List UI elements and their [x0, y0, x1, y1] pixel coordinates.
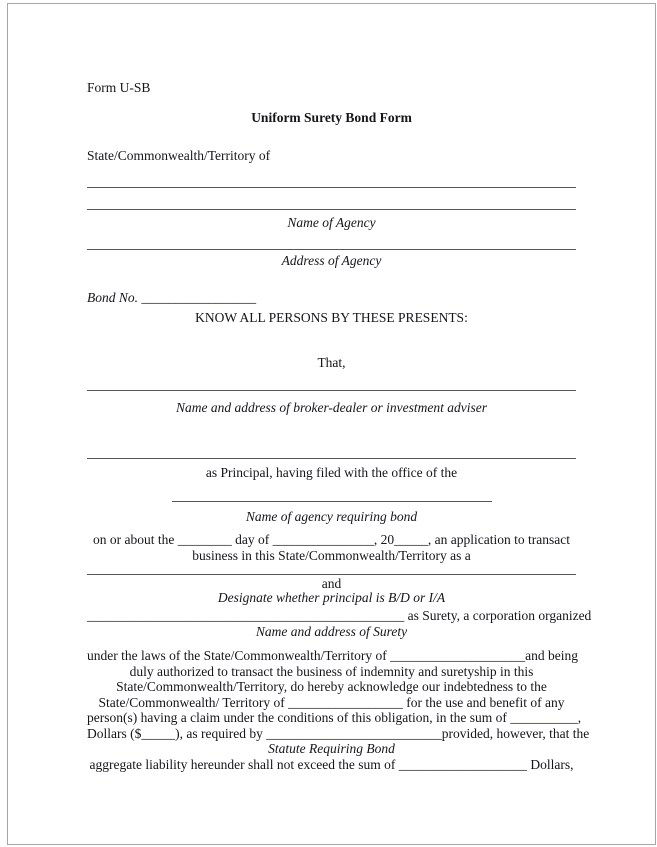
- and-line: and: [321, 576, 342, 591]
- state-territory-label: State/Commonwealth/Territory of: [87, 148, 271, 163]
- paragraph-line: aggregate liability hereunder shall not exceed the sum of ___________________ Dollars,: [89, 756, 574, 772]
- paragraph-line: State/Commonwealth/ Territory of _________________ for the use and benefit of any: [98, 694, 565, 710]
- form-number: Form U-SB: [87, 80, 151, 95]
- statute-caption: Statute Requiring Bond: [268, 741, 395, 756]
- paragraph-line: person(s) having a claim under the conditions of this obligation, in the sum of __________,: [87, 710, 582, 725]
- document-page: [7, 3, 656, 845]
- blank-line-designation: [87, 574, 576, 575]
- bond-number-blank: _________________: [138, 290, 257, 305]
- blank-line-principal: [87, 458, 576, 459]
- agency-name-caption: Name of Agency: [287, 215, 376, 230]
- that-line: That,: [317, 355, 346, 370]
- blank-line-broker: [87, 390, 576, 391]
- blank-line-state: [87, 187, 576, 188]
- agency-address-caption: Address of Agency: [281, 253, 382, 268]
- blank-line-agency-address: [87, 249, 576, 250]
- as-principal-line: as Principal, having filed with the office of the: [205, 465, 458, 480]
- paragraph-line: State/Commonwealth/Territory, do hereby acknowledge our indebtedness to the: [116, 679, 547, 694]
- blank-line-agency-name: [87, 209, 576, 210]
- know-all-heading: KNOW ALL PERSONS BY THESE PRESENTS:: [195, 310, 468, 325]
- form-content: [8, 4, 655, 772]
- paragraph-line: under the laws of the State/Commonwealth/Territory of ____________________and being: [87, 648, 578, 663]
- blank-line-agency-requiring-bond: [172, 501, 492, 502]
- agency-requiring-bond-caption: Name of agency requiring bond: [245, 509, 418, 524]
- designate-caption: Designate whether principal is B/D or I/A: [217, 590, 446, 605]
- paragraph-line: duly authorized to transact the business of indemnity and suretyship in this: [129, 663, 534, 679]
- business-line: business in this State/Commonwealth/Territory as a: [192, 547, 471, 563]
- broker-dealer-caption: Name and address of broker-dealer or investment adviser: [175, 400, 488, 415]
- document-title: Uniform Surety Bond Form: [251, 110, 412, 125]
- bond-number-label: Bond No.: [87, 290, 139, 305]
- as-surety-line: _______________________________________________ as Surety, a corporation organized: [87, 608, 592, 623]
- surety-caption: Name and address of Surety: [255, 624, 408, 639]
- paragraph-line: Dollars ($_____), as required by __________________________provided, however, that the: [87, 725, 590, 741]
- obligation-paragraph: [87, 648, 590, 772]
- on-or-about-line: on or about the ________ day of _______________, 20_____, an application to transact: [93, 532, 570, 547]
- bond-number-row: [87, 290, 576, 306]
